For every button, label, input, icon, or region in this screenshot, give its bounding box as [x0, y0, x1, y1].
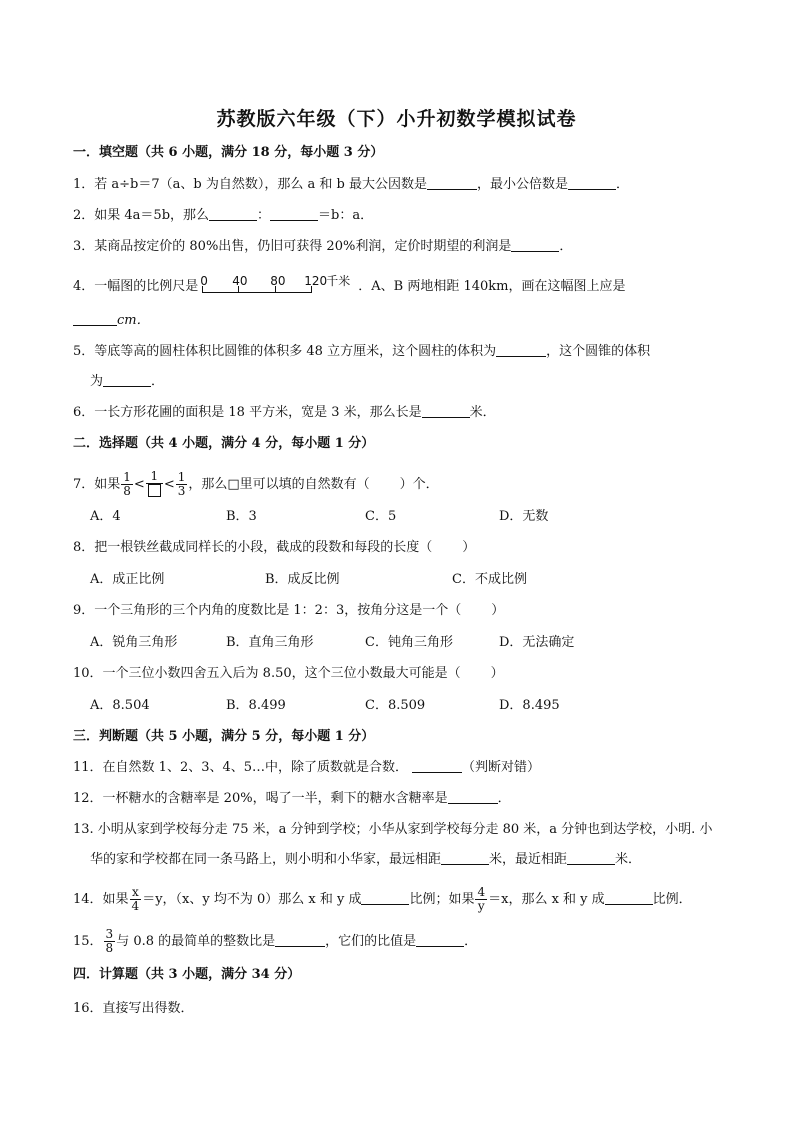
- question-1: 1．若 a÷b＝7（a、b 为自然数），那么 a 和 b 最大公因数是 ，最小公倍数是 ．: [73, 177, 629, 192]
- scale-bar: [200, 272, 356, 298]
- option-c[interactable]: C．8.509: [365, 698, 426, 713]
- scale-label: 120: [304, 274, 328, 288]
- answer-blank[interactable]: [511, 238, 559, 252]
- option-c[interactable]: C．5: [365, 509, 397, 524]
- answer-blank[interactable]: [209, 207, 257, 221]
- scale-tick: [238, 286, 239, 292]
- question-4: 4．一幅图的比例尺是 0 40 80 120 千米 ．A、B 两地相距 140km，画在这幅图上应是: [73, 272, 626, 298]
- scale-label: 80: [270, 274, 286, 288]
- answer-blank[interactable]: [422, 404, 470, 418]
- question-10: 10．一个三位小数四舍五入后为 8.50，这个三位小数最大可能是（ ）: [73, 666, 504, 681]
- question-13-cont: 华的家和学校都在同一条马路上，则小明和小华家，最远相距 米，最近相距 米．: [90, 852, 642, 867]
- answer-blank[interactable]: [270, 207, 318, 221]
- question-3: 3．某商品按定价的 80%出售，仍旧可获得 20%利润，定价时期望的利润是 ．: [73, 239, 573, 254]
- section-heading-choice: 二．选择题（共 4 小题，满分 4 分，每小题 1 分）: [73, 436, 375, 451]
- option-b[interactable]: B．8.499: [226, 698, 286, 713]
- scale-unit: 千米: [326, 274, 351, 288]
- question-12: 12．一杯糖水的含糖率是 20%，喝了一半，剩下的糖水含糖率是 ．: [73, 791, 511, 806]
- answer-blank[interactable]: [103, 373, 151, 387]
- scale-label: 0: [200, 274, 208, 288]
- scale-tick: [275, 286, 276, 292]
- fraction: $\frac{3}{8}$: [105, 927, 114, 955]
- answer-blank[interactable]: [412, 759, 462, 773]
- section-heading-calculation: 四．计算题（共 3 小题，满分 34 分）: [73, 967, 301, 982]
- question-13: 13. 小明从家到学校每分走 75 米，a 分钟到学校；小华从家到学校每分走 80 米，a 分钟也到达学校，小明. 小: [73, 822, 713, 837]
- section-heading-true-false: 三．判断题（共 5 小题，满分 5 分，每小题 1 分）: [73, 729, 375, 744]
- option-d[interactable]: D．8.495: [499, 698, 560, 713]
- question-6: 6．一长方形花圃的面积是 18 平方米，宽是 3 米，那么长是 米．: [73, 405, 496, 420]
- answer-blank[interactable]: [441, 851, 489, 865]
- fraction: $\frac{1}{8}$: [123, 470, 131, 498]
- option-d[interactable]: D．无数: [499, 509, 549, 524]
- answer-blank[interactable]: [416, 933, 464, 947]
- option-b[interactable]: B．直角三角形: [226, 635, 314, 650]
- question-4-cont: cm．: [73, 312, 150, 330]
- question-5: 5．等底等高的圆柱体积比圆锥的体积多 48 立方厘米，这个圆柱的体积为 ，这个圆锥的体积: [73, 344, 651, 359]
- answer-blank[interactable]: [275, 933, 325, 947]
- blank-box[interactable]: [148, 484, 161, 497]
- option-a[interactable]: A．锐角三角形: [90, 635, 178, 650]
- fraction: $\frac{x}{4}$: [131, 885, 140, 913]
- question-15: 15． $\frac{3}{8}$ 与 0.8 的最简单的整数比是 ，它们的比值是 ．: [73, 927, 478, 955]
- page-title: 苏教版六年级（下）小升初数学模拟试卷: [216, 108, 577, 130]
- scale-label: 40: [232, 274, 248, 288]
- option-a[interactable]: A．8.504: [90, 698, 150, 713]
- answer-blank[interactable]: [427, 176, 477, 190]
- answer-blank[interactable]: [73, 312, 117, 326]
- question-2: 2．如果 4a＝5b，那么 ： ＝b：a．: [73, 208, 374, 223]
- question-11: 11．在自然数 1、2、3、4、5…中，除了质数就是合数． （判断对错）: [73, 760, 541, 775]
- answer-blank[interactable]: [567, 851, 615, 865]
- option-a[interactable]: A．成正比例: [90, 572, 165, 587]
- fraction: $\frac{1}{3}$: [177, 470, 186, 498]
- scale-axis: [202, 292, 312, 293]
- answer-blank[interactable]: [448, 790, 498, 804]
- question-9: 9．一个三角形的三个内角的度数比是 1：2：3，按角分这是一个（ ）: [73, 603, 505, 618]
- question-14: 14．如果 $\frac{x}{4}$ ＝y，（x、y 均不为 0）那么 x 和 y 成 比例；如果 $\frac{4}{y}$ ＝x，那么 x 和 y 成 比例．: [73, 885, 692, 913]
- option-c[interactable]: C．不成比例: [452, 572, 527, 587]
- option-b[interactable]: B．3: [226, 509, 257, 524]
- question-8: 8．把一根铁丝截成同样长的小段，截成的段数和每段的长度（ ）: [73, 540, 476, 555]
- question-7: 7．如果 $\frac{1}{8}$ < 1 < $\frac{1}{3}$ ，那么□里可以填的自然数有（ ）个．: [73, 469, 439, 498]
- answer-blank[interactable]: [496, 343, 546, 357]
- question-5-cont: 为 ．: [90, 374, 165, 389]
- fraction: 1: [146, 470, 163, 499]
- section-heading-fill-in: 一．填空题（共 6 小题，满分 18 分，每小题 3 分）: [73, 145, 384, 160]
- option-b[interactable]: B．成反比例: [265, 572, 340, 587]
- option-c[interactable]: C．钝角三角形: [365, 635, 453, 650]
- scale-tick: [311, 286, 312, 292]
- fraction: $\frac{4}{y}$: [477, 885, 486, 913]
- question-16: 16．直接写出得数．: [73, 1001, 194, 1016]
- option-d[interactable]: D．无法确定: [499, 635, 575, 650]
- option-a[interactable]: A．4: [90, 509, 121, 524]
- scale-tick: [202, 286, 203, 292]
- answer-blank[interactable]: [361, 891, 409, 905]
- answer-blank[interactable]: [605, 891, 653, 905]
- answer-blank[interactable]: [568, 176, 616, 190]
